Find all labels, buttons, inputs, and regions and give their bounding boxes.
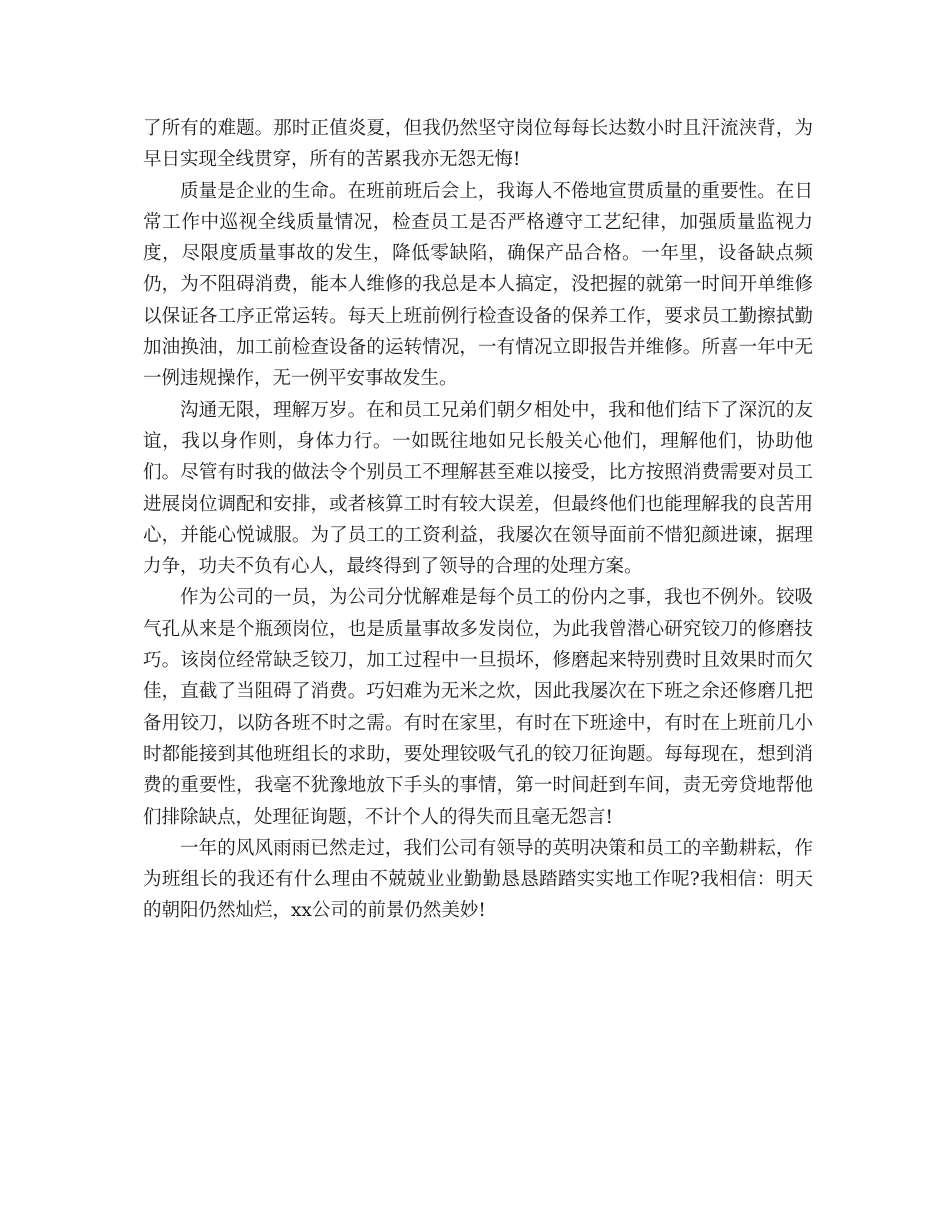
paragraph-4: 作为公司的一员，为公司分忧解难是每个员工的份内之事，我也不例外。铰吸气孔从来是个瓶颈岗位，也是质量事故多发岗位，为此我曾潜心研究铰刀的修磨技巧。该岗位经常缺乏铰刀，加工过程中一旦损坏，修磨起来特别费时且效果时而欠佳，直截了当阻碍了消费。巧妇难为无米之炊，因此我屡次在下班之余还修磨几把备用铰刀，以防各班不时之需。有时在家里，有时在下班途中，有时在上班前几小时都能接到其他班组长的求助，要处理铰吸气孔的铰刀征询题。每每现在，想到消费的重要性，我毫不犹豫地放下手头的事情，第一时间赶到车间，责无旁贷地帮他们排除缺点，处理征询题，不计个人的得失而且毫无怨言! [143, 587, 813, 828]
paragraph-1: 了所有的难题。那时正值炎夏，但我仍然坚守岗位每每长达数小时且汗流浃背，为早日实现全线贯穿，所有的苦累我亦无怨无悔! [143, 118, 813, 171]
paragraph-3: 沟通无限，理解万岁。在和员工兄弟们朝夕相处中，我和他们结下了深沉的友谊，我以身作则，身体力行。一如既往地如兄长般关心他们，理解他们，协助他们。尽管有时我的做法令个别员工不理解甚至难以接受，比方按照消费需要对员工进展岗位调配和安排，或者核算工时有较大误差，但最终他们也能理解我的良苦用心，并能心悦诚服。为了员工的工资利益，我屡次在领导面前不惜犯颜进谏，据理力争，功夫不负有心人，最终得到了领导的合理的处理方案。 [143, 399, 813, 578]
paragraph-2: 质量是企业的生命。在班前班后会上，我诲人不倦地宣贯质量的重要性。在日常工作中巡视全线质量情况，检查员工是否严格遵守工艺纪律，加强质量监视力度，尽限度质量事故的发生，降低零缺陷，确保产品合格。一年里，设备缺点频仍，为不阻碍消费，能本人维修的我总是本人搞定，没把握的就第一时间开单维修以保证各工序正常运转。每天上班前例行检查设备的保养工作，要求员工勤擦拭勤加油换油，加工前检查设备的运转情况，一有情况立即报告并维修。所喜一年中无一例违规操作，无一例平安事故发生。 [143, 180, 813, 390]
paragraph-5: 一年的风风雨雨已然走过，我们公司有领导的英明决策和员工的辛勤耕耘，作为班组长的我还有什么理由不兢兢业业勤勤恳恳踏踏实实地工作呢?我相信：明天的朝阳仍然灿烂，xx公司的前景仍然美妙! [143, 837, 813, 922]
document-body [143, 113, 813, 927]
